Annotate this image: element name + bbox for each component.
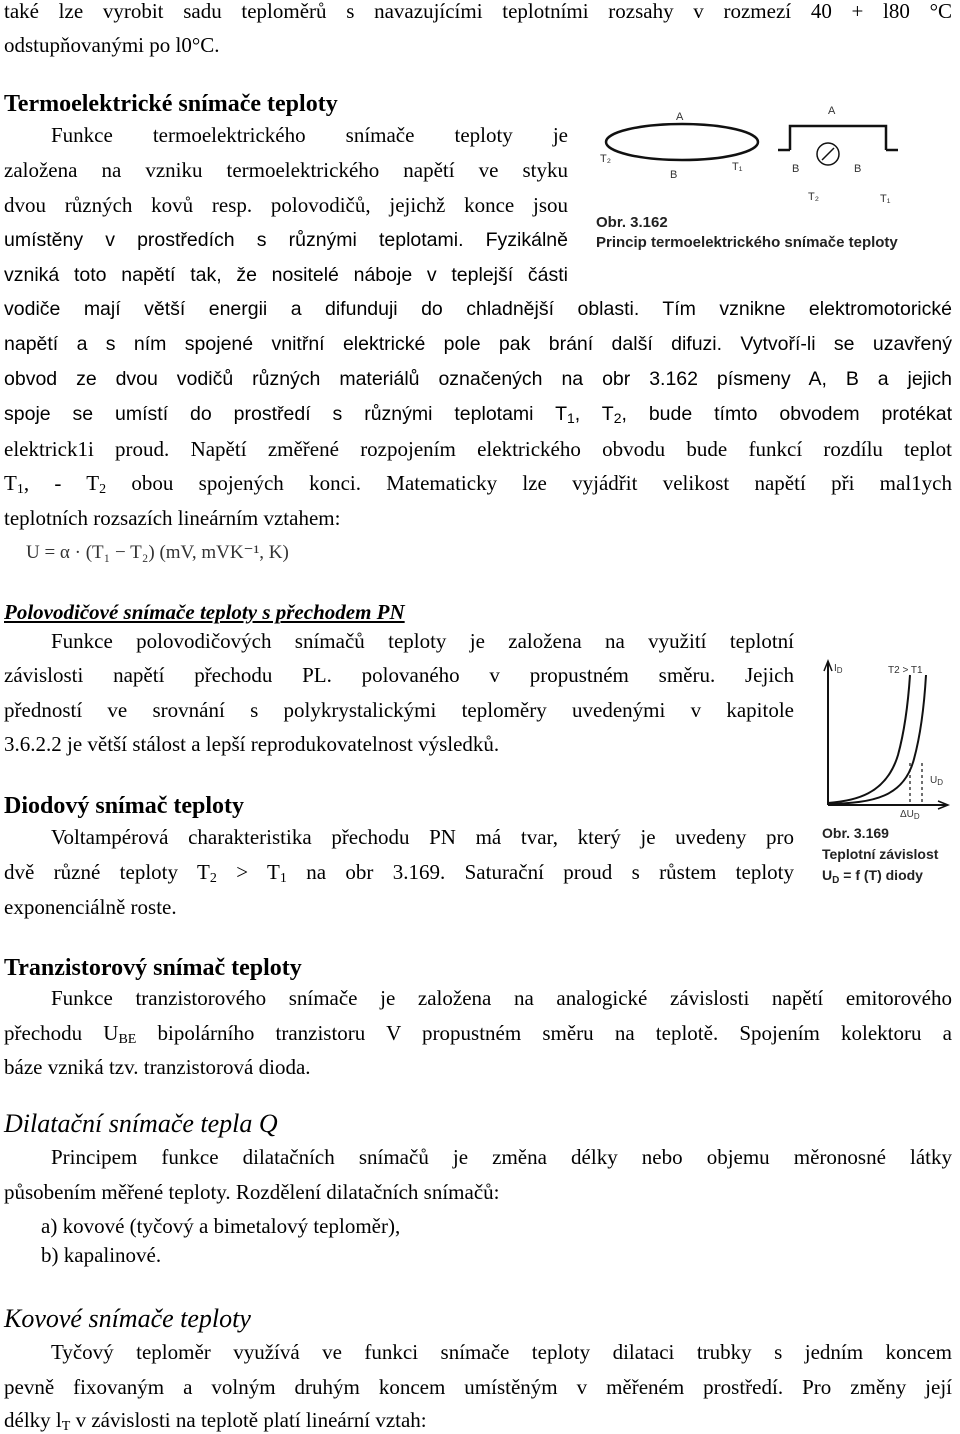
section-heading-dilatation: Dilatační snímače tepla Q <box>4 1109 278 1138</box>
section-heading-termoelectric: Termoelektrické snímače teploty <box>4 91 338 117</box>
svg-text:B: B <box>854 163 862 175</box>
text-line: elektrick1i proud. Napětí změřené rozpojením elektrického obvodu bude funkcí rozdílu teplot <box>4 437 952 461</box>
text-line: teplotních rozsazích lineárním vztahem: <box>4 506 341 530</box>
text-line: Funkce termoelektrického snímače teploty je <box>51 123 568 147</box>
svg-text:A: A <box>828 105 836 117</box>
svg-text:UD: $U_D$ <box>930 775 944 787</box>
figure-caption-formula: $U_D = f$ (T) diody <box>822 867 923 886</box>
figure-3-169 <box>814 655 958 905</box>
list-item: a) kovové (tyčový a bimetalový teploměr), <box>41 1214 401 1238</box>
text-line: umístěny v prostředích s různými teplotami. Fyzikálně <box>4 229 568 251</box>
svg-text:B: B <box>670 169 678 181</box>
text-line: báze vzniká tzv. tranzistorová dioda. <box>4 1055 311 1079</box>
figure-caption-number: Obr. 3.169 <box>822 825 889 841</box>
svg-text:B: B <box>792 163 800 175</box>
text-line: $T_1$, - $T_2$ obou spojených konci. Matematicky lze vyjádřit velikost napětí při mal1ych <box>4 471 952 496</box>
list-item: b) kapalinové. <box>41 1243 162 1267</box>
text-line: také lze vyrobit sadu teploměrů s navazujícími teplotními rozsahy v rozmezí 40 + l80 °C <box>4 0 952 23</box>
svg-text:A: A <box>676 111 684 123</box>
section-heading-metal: Kovové snímače teploty <box>4 1304 251 1333</box>
svg-text:ID: $I_D$ <box>834 663 843 675</box>
text-line: dvou různých kovů resp. polovodičů, jejichž konce jsou <box>4 193 568 217</box>
text-line: délky $l_T$ v závislosti na teplotě platí lineární vztah: <box>4 1408 427 1434</box>
text-line: přechodu $U_{BE}$ bipolárního tranzistoru V propustném směru na teplotě. Spojením kolektoru a <box>4 1021 952 1046</box>
text-line: pevně fixovaným a volným druhým koncem umístěným v měřeném prostředí. Pro změny její <box>4 1375 952 1399</box>
svg-text:T₁: T₁ <box>732 161 743 173</box>
text-line: dvě různé teploty $T_2 > T_1$ na obr 3.169. Saturační proud s růstem teploty <box>4 860 794 885</box>
diode-characteristic-chart <box>814 655 958 820</box>
section-heading-transistor: Tranzistorový snímač teploty <box>4 955 302 981</box>
text-line: založena na vzniku termoelektrického napětí ve styku <box>4 158 568 182</box>
figure-3-162 <box>594 92 956 262</box>
svg-text:T₂: T₂ <box>600 153 611 165</box>
text-line: 3.6.2.2 je větší stálost a lepší reprodukovatelnost výsledků. <box>4 732 500 756</box>
text-line: Funkce polovodičových snímačů teploty je založena na využití teplotní <box>51 629 794 653</box>
svg-text:ΔUD: $\Delta U_D$ <box>900 809 920 820</box>
figure-caption-title: Princip termoelektrického snímače teploty <box>596 234 898 251</box>
text-line: exponenciálně roste. <box>4 895 177 919</box>
text-line: obvod ze dvou vodičů různých materiálů označených na obr 3.162 písmeny A, B a jejich <box>4 368 952 390</box>
svg-text:T₁: T₁ <box>880 193 891 205</box>
figure-caption-number: Obr. 3.162 <box>596 214 668 231</box>
section-heading-diode: Diodový snímač teploty <box>4 793 244 819</box>
text-line: Voltampérová charakteristika přechodu PN má tvar, který je uvedeny pro <box>51 825 794 849</box>
text-line: spoje se umístí do prostředí s různými teplotami $T_1$, $T_2$, bude tímto obvodem protékat <box>4 403 952 426</box>
text-line: působením měřené teploty. Rozdělení dilatačních snímačů: <box>4 1180 500 1204</box>
loop-ellipse <box>606 124 758 160</box>
figure-caption-title: Teplotní závislost <box>822 846 939 862</box>
text-line: závislosti napětí přechodu PL. polovaného v propustném směru. Jejich <box>4 663 794 687</box>
curve-t1 <box>828 675 926 804</box>
text-line: vodiče mají větší energii a difunduji do chladnější oblasti. Tím vznikne elektromotorické <box>4 298 952 320</box>
text-line: Tyčový teploměr využívá ve funkci snímače teploty dilataci trubky s jedním koncem <box>51 1340 952 1364</box>
text-line: odstupňovanými po l0°C. <box>4 33 220 57</box>
svg-text:T₂: T₂ <box>808 191 819 203</box>
curve-t2 <box>828 675 910 803</box>
text-line: Funkce tranzistorového snímače je založena na analogické závislosti napětí emitorového <box>51 986 952 1010</box>
text-line: napětí a s ním spojené vnitřní elektrické pole pak brání další difuzi. Vytvoří-li se uzavřený <box>4 333 952 355</box>
text-line: vzniká toto napětí tak, že nositelé náboje v teplejší části <box>4 264 568 286</box>
svg-text:T2 > T1: T2 > T1 <box>888 665 923 676</box>
open-circuit-wire <box>790 126 886 150</box>
formula-thermocouple: U = α · (T₁ − T₂) (mV, mVK⁻¹, K) <box>26 542 289 563</box>
text-line: předností ve srovnání s polykrystalickými teploměry uvedenými v kapitole <box>4 698 794 722</box>
section-heading-semiconductor: Polovodičové snímače teploty s přechodem PN <box>4 600 405 624</box>
text-line: Principem funkce dilatačních snímačů je změna délky nebo objemu měronosné látky <box>51 1145 952 1169</box>
